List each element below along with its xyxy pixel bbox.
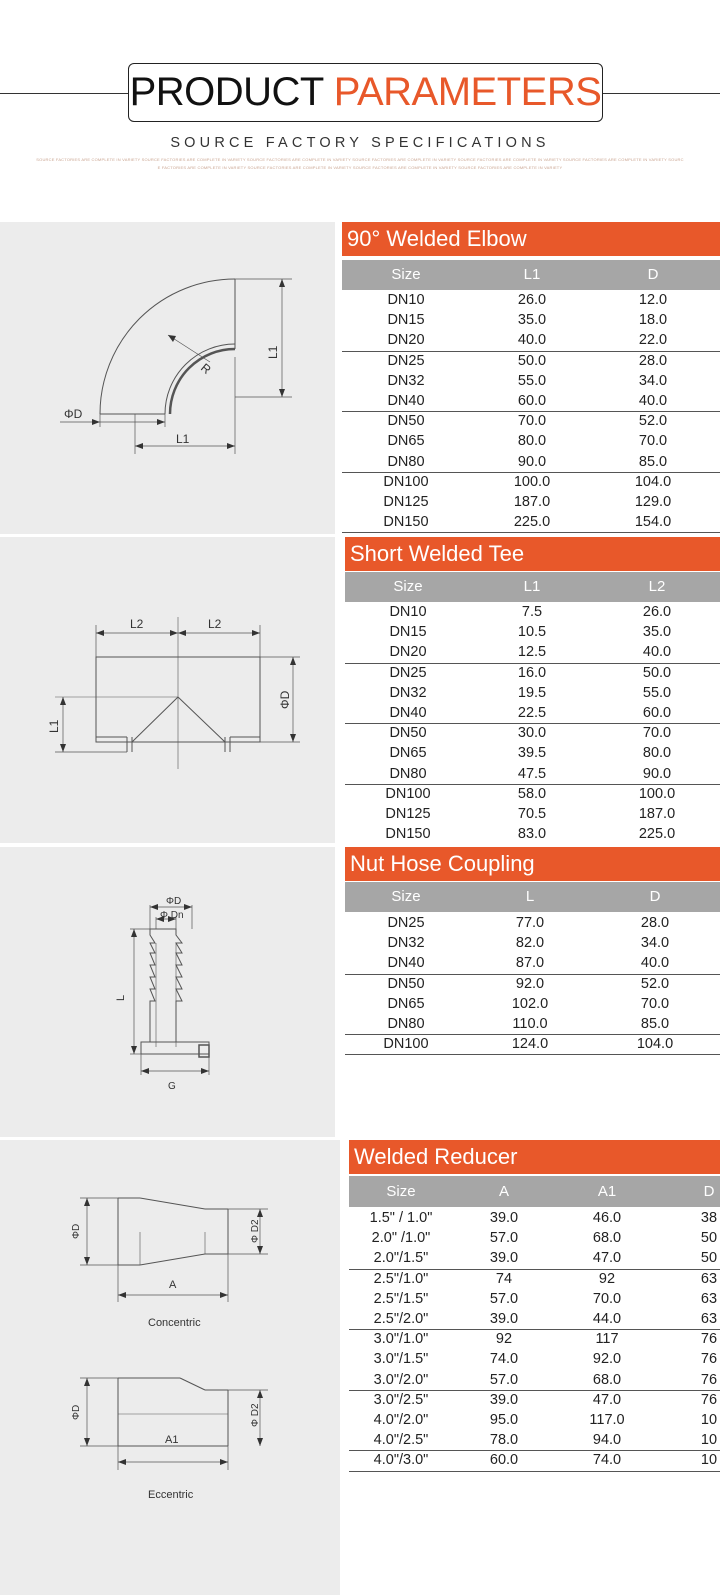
table-cell: 2.0" /1.0" bbox=[371, 1230, 431, 1247]
table-cell: 92 bbox=[598, 1270, 616, 1287]
table-cell: 70.5 bbox=[517, 806, 547, 822]
tee-l2-right-label: L2 bbox=[208, 617, 222, 631]
reducer-concentric-phi-d-label: ΦD bbox=[71, 1223, 82, 1239]
table-cell: DN20 bbox=[387, 332, 425, 349]
table-cell: 38 bbox=[700, 1210, 718, 1226]
tee-table-header bbox=[345, 572, 720, 602]
reducer-eccentric-label: Eccentric bbox=[148, 1489, 194, 1501]
table-cell: 74.0 bbox=[592, 1452, 622, 1469]
table-cell: 60.0 bbox=[517, 393, 547, 409]
table-row bbox=[345, 953, 720, 973]
table-cell: 77.0 bbox=[515, 915, 545, 931]
table-row bbox=[345, 784, 720, 804]
table-cell: DN65 bbox=[387, 433, 425, 450]
table-cell: DN50 bbox=[387, 413, 425, 430]
table-cell: 50 bbox=[700, 1230, 718, 1247]
table-cell: 92 bbox=[495, 1331, 513, 1348]
coupling-drawing bbox=[0, 847, 335, 1137]
table-cell: 16.0 bbox=[517, 664, 547, 681]
table-cell: 154.0 bbox=[634, 514, 672, 531]
table-cell: DN40 bbox=[387, 393, 425, 409]
table-cell: 94.0 bbox=[592, 1432, 622, 1449]
reducer-col-size: Size bbox=[386, 1183, 416, 1200]
table-row bbox=[349, 1450, 720, 1470]
table-cell: 70.0 bbox=[640, 995, 670, 1012]
coupling-phi-d-label: ΦD bbox=[166, 896, 182, 907]
table-row bbox=[349, 1208, 720, 1228]
table-cell: 110.0 bbox=[512, 1016, 548, 1032]
coupling-table bbox=[345, 847, 720, 1137]
table-cell: DN50 bbox=[389, 725, 427, 742]
coupling-diagram bbox=[0, 847, 335, 1137]
reducer-eccentric-phi-d2-label: Φ D2 bbox=[250, 1403, 261, 1427]
table-cell: 7.5 bbox=[521, 604, 543, 620]
table-cell: DN100 bbox=[383, 473, 429, 490]
table-cell: 52.0 bbox=[640, 975, 670, 992]
table-cell: 40.0 bbox=[638, 393, 668, 409]
table-cell: 30.0 bbox=[517, 725, 547, 742]
table-row bbox=[345, 1034, 720, 1054]
reducer-eccentric-phi-d-label: ΦD bbox=[71, 1404, 82, 1420]
table-cell: DN80 bbox=[387, 1016, 425, 1032]
table-cell: DN25 bbox=[387, 352, 425, 369]
row-divider bbox=[342, 532, 720, 533]
table-cell: 76 bbox=[700, 1371, 718, 1388]
table-cell: 22.5 bbox=[517, 705, 547, 721]
tee-l2-left-label: L2 bbox=[130, 617, 144, 631]
table-row bbox=[342, 431, 720, 451]
table-cell: DN100 bbox=[383, 1036, 429, 1053]
table-cell: DN25 bbox=[389, 664, 427, 681]
table-row bbox=[342, 411, 720, 431]
table-cell: DN32 bbox=[387, 935, 425, 952]
table-row bbox=[345, 723, 720, 743]
table-cell: 12.5 bbox=[517, 644, 547, 661]
table-cell: 39.0 bbox=[489, 1250, 519, 1267]
table-cell: 40.0 bbox=[642, 644, 672, 661]
table-cell: 52.0 bbox=[638, 413, 668, 430]
table-cell: 40.0 bbox=[640, 955, 670, 972]
table-cell: 57.0 bbox=[489, 1290, 519, 1307]
coupling-table-header bbox=[345, 882, 720, 912]
table-cell: 187.0 bbox=[638, 806, 676, 822]
table-cell: DN150 bbox=[385, 826, 431, 843]
table-row bbox=[342, 452, 720, 472]
table-cell: 60.0 bbox=[489, 1452, 519, 1469]
table-cell: 35.0 bbox=[642, 624, 672, 641]
table-row bbox=[345, 994, 720, 1014]
table-row bbox=[349, 1248, 720, 1268]
table-cell: DN150 bbox=[383, 514, 429, 531]
table-cell: 10 bbox=[700, 1412, 718, 1428]
table-cell: 47.0 bbox=[592, 1391, 622, 1408]
table-cell: 63 bbox=[700, 1290, 718, 1307]
tee-drawing bbox=[0, 537, 335, 843]
table-cell: 50.0 bbox=[642, 664, 672, 681]
table-cell: 78.0 bbox=[489, 1432, 519, 1449]
table-row bbox=[342, 391, 720, 411]
table-cell: 92.0 bbox=[515, 975, 545, 992]
table-cell: 57.0 bbox=[489, 1371, 519, 1388]
reducer-a1-label: A1 bbox=[165, 1434, 179, 1446]
coupling-col-l: L bbox=[525, 888, 535, 905]
elbow-section bbox=[0, 222, 720, 534]
coupling-phi-dn-label: Φ Dn bbox=[160, 910, 184, 921]
table-cell: 90.0 bbox=[517, 453, 547, 470]
tee-table bbox=[345, 537, 720, 843]
table-row bbox=[349, 1430, 720, 1450]
table-row bbox=[345, 703, 720, 723]
table-cell: DN65 bbox=[389, 745, 427, 762]
table-cell: 74.0 bbox=[489, 1351, 519, 1368]
table-cell: 80.0 bbox=[517, 433, 547, 450]
table-row bbox=[345, 602, 720, 622]
table-row bbox=[342, 290, 720, 310]
table-cell: DN15 bbox=[389, 624, 427, 641]
table-cell: 104.0 bbox=[636, 1036, 674, 1053]
coupling-section bbox=[0, 847, 720, 1137]
table-cell: 28.0 bbox=[638, 352, 668, 369]
table-cell: 57.0 bbox=[489, 1230, 519, 1247]
table-cell: DN40 bbox=[387, 955, 425, 972]
elbow-r-label: R bbox=[198, 360, 214, 377]
coupling-g-label: G bbox=[168, 1081, 176, 1092]
table-row bbox=[349, 1309, 720, 1329]
table-cell: 2.5"/1.0" bbox=[373, 1270, 429, 1287]
table-row bbox=[349, 1228, 720, 1248]
table-row bbox=[345, 622, 720, 642]
table-cell: 4.0"/2.0" bbox=[373, 1412, 429, 1428]
table-cell: 50.0 bbox=[517, 352, 547, 369]
elbow-drawing bbox=[0, 222, 335, 534]
table-row bbox=[345, 804, 720, 824]
reducer-table-title: Welded Reducer bbox=[349, 1140, 720, 1174]
reducer-col-a: A bbox=[498, 1183, 510, 1200]
table-cell: 187.0 bbox=[513, 494, 551, 510]
table-row bbox=[345, 933, 720, 953]
table-row bbox=[349, 1390, 720, 1410]
table-cell: 80.0 bbox=[642, 745, 672, 762]
table-cell: 4.0"/3.0" bbox=[373, 1452, 429, 1469]
table-cell: 68.0 bbox=[592, 1230, 622, 1247]
table-cell: 100.0 bbox=[638, 785, 676, 802]
reducer-concentric-label: Concentric bbox=[148, 1317, 201, 1329]
tee-phi-d-label: ΦD bbox=[278, 690, 292, 709]
table-cell: 47.0 bbox=[592, 1250, 622, 1267]
fine-print-line-1: SOURCE FACTORIES ARE COMPLETE IN VARIETY SOURCE FACTORIES ARE COMPLETE IN VARIETY SOURCE FACTORIES ARE COMPLETE IN VARIETY SOURCE FACTORIES ARE COMPLETE IN VARIETY SOURCE FACTORIES ARE COMPLETE IN VARIETY SOURCE FACTORIES ARE COMPLETE IN VARIETY SOURC bbox=[36, 157, 684, 162]
coupling-table-title: Nut Hose Coupling bbox=[345, 847, 720, 881]
table-cell: 47.5 bbox=[517, 765, 547, 782]
table-cell: 100.0 bbox=[513, 473, 551, 490]
table-cell: 4.0"/2.5" bbox=[373, 1432, 429, 1449]
table-cell: 95.0 bbox=[489, 1412, 519, 1428]
coupling-col-d: D bbox=[649, 888, 661, 905]
table-cell: 3.0"/2.0" bbox=[373, 1371, 429, 1388]
coupling-col-size: Size bbox=[391, 888, 421, 905]
reducer-concentric-phi-d2-label: Φ D2 bbox=[250, 1219, 261, 1243]
table-cell: 28.0 bbox=[640, 915, 670, 931]
table-cell: 63 bbox=[700, 1270, 718, 1287]
table-row bbox=[342, 492, 720, 512]
table-cell: 39.5 bbox=[517, 745, 547, 762]
table-cell: 70.0 bbox=[642, 725, 672, 742]
title-part-2: PARAMETERS bbox=[333, 70, 602, 114]
table-cell: DN80 bbox=[389, 765, 427, 782]
table-cell: 35.0 bbox=[517, 312, 547, 329]
table-cell: 90.0 bbox=[642, 765, 672, 782]
table-cell: 102.0 bbox=[511, 995, 549, 1012]
table-cell: 44.0 bbox=[592, 1311, 622, 1327]
tee-l1-label: L1 bbox=[47, 719, 61, 733]
table-cell: 104.0 bbox=[634, 473, 672, 490]
elbow-table bbox=[342, 222, 720, 534]
table-cell: DN20 bbox=[389, 644, 427, 661]
table-cell: 74 bbox=[495, 1270, 513, 1287]
table-cell: 46.0 bbox=[592, 1210, 622, 1226]
table-cell: DN10 bbox=[389, 604, 427, 620]
table-cell: 40.0 bbox=[517, 332, 547, 349]
table-cell: 2.5"/2.0" bbox=[373, 1311, 429, 1327]
tee-col-l2: L2 bbox=[648, 578, 666, 595]
table-row bbox=[349, 1289, 720, 1309]
row-divider bbox=[349, 1471, 720, 1472]
table-cell: 58.0 bbox=[517, 785, 547, 802]
table-cell: DN32 bbox=[389, 684, 427, 701]
table-row bbox=[342, 310, 720, 330]
elbow-l1-horizontal-label: L1 bbox=[176, 432, 190, 446]
table-cell: DN15 bbox=[387, 312, 425, 329]
table-cell: DN32 bbox=[387, 372, 425, 389]
table-cell: 39.0 bbox=[489, 1210, 519, 1226]
table-cell: 117.0 bbox=[589, 1412, 625, 1428]
table-row bbox=[349, 1410, 720, 1430]
page-subtitle: SOURCE FACTORY SPECIFICATIONS bbox=[170, 135, 550, 151]
reducer-diagram bbox=[0, 1140, 340, 1595]
table-cell: DN125 bbox=[383, 494, 429, 510]
table-cell: 26.0 bbox=[517, 292, 547, 308]
table-row bbox=[345, 913, 720, 933]
table-cell: 34.0 bbox=[638, 372, 668, 389]
elbow-col-size: Size bbox=[391, 266, 421, 283]
table-cell: DN10 bbox=[387, 292, 425, 308]
table-row bbox=[345, 1014, 720, 1034]
reducer-section bbox=[0, 1140, 720, 1595]
table-cell: 117 bbox=[595, 1331, 619, 1348]
table-cell: 92.0 bbox=[592, 1351, 622, 1368]
table-row bbox=[342, 330, 720, 350]
table-cell: 39.0 bbox=[489, 1311, 519, 1327]
tee-table-title: Short Welded Tee bbox=[345, 537, 720, 571]
table-cell: 19.5 bbox=[517, 684, 547, 701]
table-cell: 129.0 bbox=[634, 494, 672, 510]
table-cell: 55.0 bbox=[517, 372, 547, 389]
elbow-col-d: D bbox=[647, 266, 659, 283]
table-cell: 18.0 bbox=[638, 312, 668, 329]
table-cell: 70.0 bbox=[592, 1290, 622, 1307]
table-cell: 83.0 bbox=[517, 826, 547, 843]
reducer-table bbox=[349, 1140, 720, 1595]
table-cell: DN25 bbox=[387, 915, 425, 931]
table-cell: 225.0 bbox=[513, 514, 551, 531]
header-line-right bbox=[603, 93, 720, 94]
table-cell: 22.0 bbox=[638, 332, 668, 349]
table-cell: 2.5"/1.5" bbox=[373, 1290, 429, 1307]
fine-print-line-2: E FACTORIES ARE COMPLETE IN VARIETY SOURCE FACTORIES ARE COMPLETE IN VARIETY SOURCE FACTORIES ARE COMPLETE IN VARIETY SOURCE FACTORIES ARE COMPLETE IN VARIETY bbox=[157, 165, 563, 170]
table-row bbox=[342, 371, 720, 391]
table-cell: 10.5 bbox=[517, 624, 547, 641]
table-cell: 124.0 bbox=[511, 1036, 549, 1053]
table-row bbox=[349, 1269, 720, 1289]
table-cell: 10 bbox=[700, 1432, 718, 1449]
table-cell: 55.0 bbox=[642, 684, 672, 701]
table-row bbox=[342, 512, 720, 532]
table-row bbox=[345, 743, 720, 763]
table-cell: 50 bbox=[700, 1250, 718, 1267]
elbow-phi-d-label: ΦD bbox=[64, 407, 83, 421]
tee-diagram bbox=[0, 537, 335, 843]
table-row bbox=[345, 683, 720, 703]
coupling-l-label: L bbox=[115, 994, 127, 1001]
table-cell: 3.0"/1.0" bbox=[373, 1331, 429, 1348]
tee-col-size: Size bbox=[393, 578, 423, 595]
table-cell: 60.0 bbox=[642, 705, 672, 721]
reducer-a-label: A bbox=[169, 1279, 177, 1291]
table-cell: 26.0 bbox=[642, 604, 672, 620]
table-cell: 10 bbox=[700, 1452, 718, 1469]
table-cell: 3.0"/1.5" bbox=[373, 1351, 429, 1368]
table-cell: 2.0"/1.5" bbox=[373, 1250, 429, 1267]
page-title bbox=[128, 63, 603, 122]
tee-section bbox=[0, 537, 720, 843]
table-cell: 225.0 bbox=[638, 826, 676, 843]
table-cell: DN50 bbox=[387, 975, 425, 992]
elbow-l1-vertical-label: L1 bbox=[266, 345, 280, 359]
table-cell: DN80 bbox=[387, 453, 425, 470]
table-row bbox=[349, 1329, 720, 1349]
table-cell: 39.0 bbox=[489, 1391, 519, 1408]
table-row bbox=[345, 824, 720, 843]
elbow-table-title: 90° Welded Elbow bbox=[342, 222, 720, 256]
table-cell: 3.0"/2.5" bbox=[373, 1391, 429, 1408]
reducer-table-header bbox=[349, 1176, 720, 1207]
table-cell: 12.0 bbox=[638, 292, 668, 308]
table-cell: DN65 bbox=[387, 995, 425, 1012]
table-row bbox=[345, 642, 720, 662]
elbow-table-header bbox=[342, 260, 720, 290]
table-row bbox=[345, 974, 720, 994]
table-row bbox=[342, 351, 720, 371]
table-cell: 76 bbox=[700, 1351, 718, 1368]
tee-col-l1: L1 bbox=[523, 578, 541, 595]
table-cell: 76 bbox=[700, 1331, 718, 1348]
table-cell: 63 bbox=[700, 1311, 718, 1327]
elbow-diagram bbox=[0, 222, 335, 534]
table-cell: 1.5" / 1.0" bbox=[369, 1210, 433, 1226]
table-cell: 70.0 bbox=[517, 413, 547, 430]
reducer-col-d: D bbox=[703, 1183, 715, 1200]
table-cell: 68.0 bbox=[592, 1371, 622, 1388]
table-row bbox=[345, 764, 720, 784]
table-cell: 76 bbox=[700, 1391, 718, 1408]
table-row bbox=[349, 1370, 720, 1390]
reducer-drawing bbox=[0, 1140, 340, 1595]
table-cell: 82.0 bbox=[515, 935, 545, 952]
header-line-left bbox=[0, 93, 128, 94]
table-row bbox=[342, 472, 720, 492]
reducer-col-a1: A1 bbox=[597, 1183, 617, 1200]
table-row bbox=[345, 663, 720, 683]
table-cell: DN100 bbox=[385, 785, 431, 802]
elbow-col-l1: L1 bbox=[523, 266, 541, 283]
title-part-1: PRODUCT bbox=[129, 70, 324, 114]
page-header bbox=[0, 0, 720, 210]
table-cell: DN40 bbox=[389, 705, 427, 721]
table-cell: 70.0 bbox=[638, 433, 668, 450]
table-cell: 87.0 bbox=[515, 955, 545, 972]
table-cell: 85.0 bbox=[640, 1016, 670, 1032]
table-cell: 85.0 bbox=[638, 453, 668, 470]
table-row bbox=[349, 1349, 720, 1369]
table-cell: DN125 bbox=[385, 806, 431, 822]
row-divider bbox=[345, 1054, 720, 1055]
table-cell: 34.0 bbox=[640, 935, 670, 952]
